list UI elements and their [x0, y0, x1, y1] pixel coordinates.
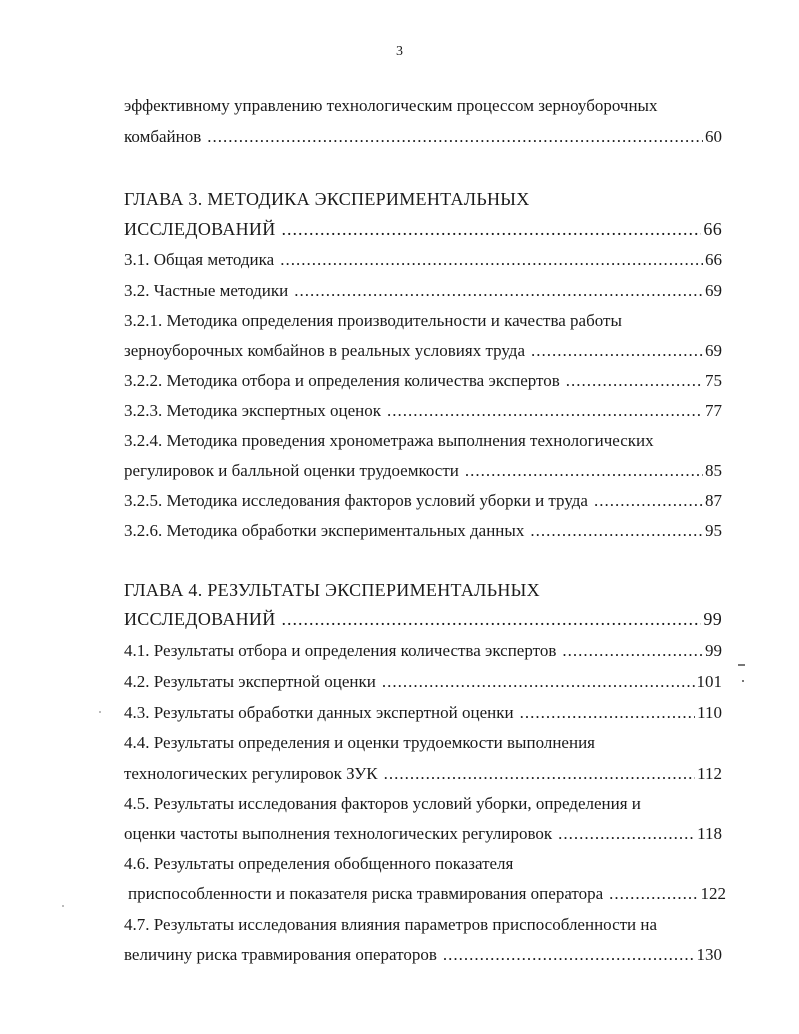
toc-entry-text: 4.6. Результаты определения обобщенного показателя: [124, 854, 514, 873]
toc-page-number: 101: [696, 672, 722, 691]
toc-entry-text: технологических регулировок ЗУК: [124, 764, 378, 783]
dot-leader: [465, 460, 703, 482]
scan-speck: [738, 664, 745, 666]
toc-page-number: 66: [705, 250, 722, 269]
toc-entry-text: 4.5. Результаты исследования факторов условий уборки, определения и: [124, 794, 641, 813]
toc-entry-text: 3.2.5. Методика исследования факторов условий уборки и труда: [124, 491, 588, 510]
toc-entry: [124, 460, 722, 482]
scan-speck: [742, 680, 744, 682]
dot-leader: [294, 280, 703, 302]
toc-page-number: 60: [705, 127, 722, 146]
toc-page-number: 95: [705, 521, 722, 540]
toc-entry-text: 4.1. Результаты отбора и определения количества экспертов: [124, 641, 557, 660]
dot-leader: [566, 370, 703, 392]
toc-entry: [124, 883, 726, 905]
toc-entry: [124, 340, 722, 362]
dot-leader: [207, 126, 703, 148]
dot-leader: [382, 671, 695, 693]
toc-entry: [124, 280, 722, 302]
toc-entry: [124, 249, 722, 271]
toc-page-number: 99: [705, 641, 722, 660]
toc-entry-text: комбайнов: [124, 127, 202, 146]
toc-entry-text: 4.7. Результаты исследования влияния параметров приспособленности на: [124, 915, 658, 934]
toc-page-number: 118: [697, 824, 722, 843]
dot-leader: [282, 608, 702, 630]
dot-leader: [562, 640, 703, 662]
toc-entry-text: 3.2.1. Методика определения производительности и качества работы: [124, 311, 622, 330]
toc-page-number: 77: [705, 401, 722, 420]
toc-entry: [124, 763, 722, 785]
toc-page-number: 75: [705, 371, 722, 390]
toc-entry-text: 3.2.3. Методика экспертных оценок: [124, 401, 381, 420]
toc-page-number: 110: [697, 703, 722, 722]
dot-leader: [531, 340, 703, 362]
toc-entry-text: 3.2.2. Методика отбора и определения количества экспертов: [124, 371, 560, 390]
chapter-title: ИССЛЕДОВАНИЙ: [124, 609, 276, 629]
toc-entry-text: 4.4. Результаты определения и оценки трудоемкости выполнения: [124, 733, 595, 752]
toc-entry-text: 3.2. Частные методики: [124, 281, 289, 300]
toc-entry-text: эффективному управлению технологическим процессом зерноуборочных: [124, 96, 658, 115]
scan-speck: [62, 905, 64, 907]
toc-entry-text: 3.2.4. Методика проведения хронометража выполнения технологических: [124, 431, 654, 450]
dot-leader: [558, 823, 695, 845]
toc-entry: [124, 520, 722, 542]
toc-page-number: 85: [705, 461, 722, 480]
dot-leader: [387, 400, 703, 422]
toc-page-number: 69: [705, 341, 722, 360]
toc-entry-text: оценки частоты выполнения технологических регулировок: [124, 824, 553, 843]
toc-entry-text: 3.1. Общая методика: [124, 250, 275, 269]
toc-entry-text: регулировок и балльной оценки трудоемкости: [124, 461, 459, 480]
dot-leader: [280, 249, 703, 271]
toc-page-number: 66: [703, 219, 722, 239]
toc-entry-text: величину риска травмирования операторов: [124, 945, 437, 964]
toc-entry-text: 4.2. Результаты экспертной оценки: [124, 672, 376, 691]
toc-page-number: 122: [700, 884, 726, 903]
dot-leader: [443, 944, 695, 966]
toc-entry: [124, 370, 722, 392]
chapter-title: ГЛАВА 3. МЕТОДИКА ЭКСПЕРИМЕНТАЛЬНЫХ: [124, 189, 530, 209]
scan-speck: [99, 711, 101, 713]
toc-entry: [124, 126, 722, 148]
toc-entry: [124, 490, 722, 512]
dot-leader: [282, 218, 702, 240]
toc-entry: [124, 823, 722, 845]
toc-page-number: 87: [705, 491, 722, 510]
toc-page-number: 112: [697, 764, 722, 783]
toc-page-number: 69: [705, 281, 722, 300]
toc-entry: [124, 671, 722, 693]
toc-entry: [124, 608, 722, 630]
toc-entry: [124, 944, 722, 966]
toc-entry: [124, 702, 722, 724]
dot-leader: [594, 490, 703, 512]
toc-entry: [124, 218, 722, 240]
chapter-title: ГЛАВА 4. РЕЗУЛЬТАТЫ ЭКСПЕРИМЕНТАЛЬНЫХ: [124, 580, 540, 600]
dot-leader: [520, 702, 696, 724]
page-number: 3: [396, 44, 403, 59]
toc-page-number: 130: [696, 945, 722, 964]
toc-entry-text: приспособленности и показателя риска травмирования оператора: [128, 884, 604, 903]
toc-entry-text: 3.2.6. Методика обработки экспериментальных данных: [124, 521, 525, 540]
toc-entry: [124, 400, 722, 422]
dot-leader: [384, 763, 696, 785]
toc-entry: [124, 640, 722, 662]
chapter-title: ИССЛЕДОВАНИЙ: [124, 219, 276, 239]
toc-entry-text: зерноуборочных комбайнов в реальных условиях труда: [124, 341, 526, 360]
toc-page-number: 99: [703, 609, 722, 629]
dot-leader: [530, 520, 703, 542]
dot-leader: [609, 883, 698, 905]
toc-entry-text: 4.3. Результаты обработки данных экспертной оценки: [124, 703, 514, 722]
